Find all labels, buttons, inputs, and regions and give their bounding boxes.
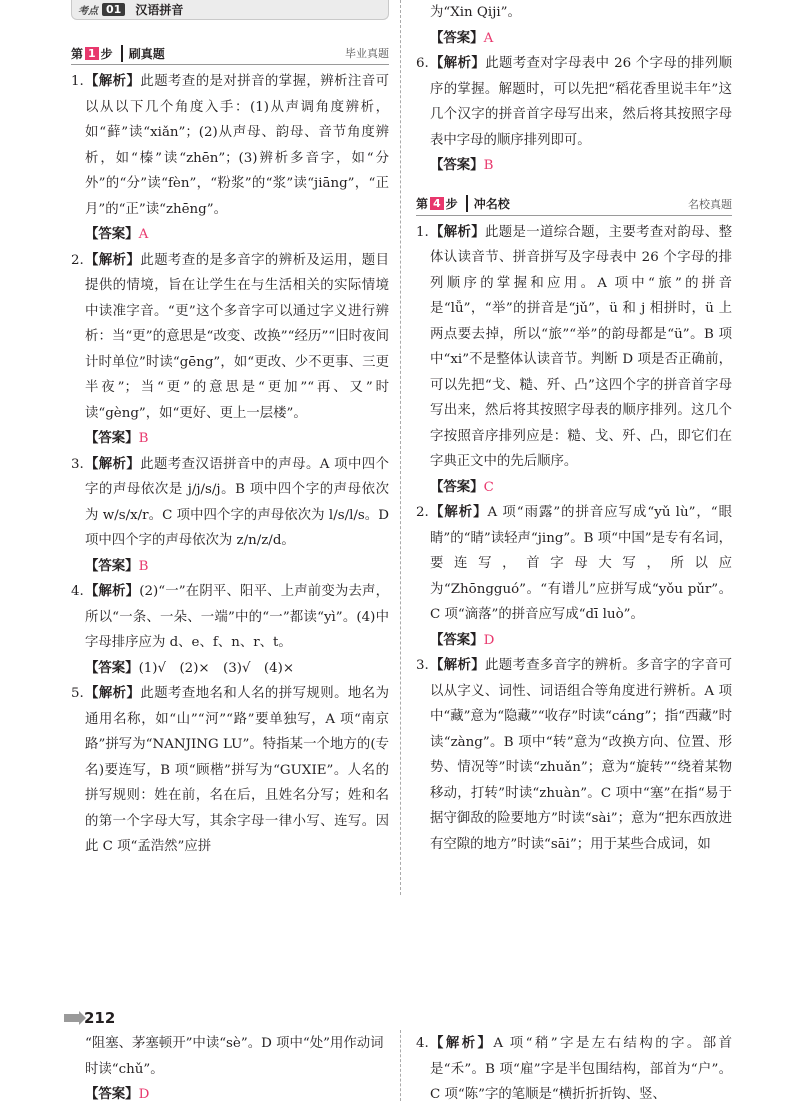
step-suffix: 步 [445, 197, 458, 211]
step-suffix: 步 [100, 46, 113, 61]
answer-label: 【答案】 [430, 158, 484, 173]
analysis-text: 此题是一道综合题，主要考查对韵母、整体认读音节、拼音拼写及字母表中 26 个字母的排列顺序的掌握和应用。A 项中“旅”的拼音是“lǚ”，“举”的拼音是“jǔ”，ü 和 j 相拼时，ü 上两点要去掉，所以“旅”“举”的韵母都是“ü”。B 项中“xi”不是整体认读音节。判断 D 项是否正确前，可以先把“戈、糙、歼、凸”这四个字的拼音首字母写出来，然后将其按照字母表的顺序排列。这几个字按照音序排列应是：糙、戈、歼、凸，即它们在字典正文中的先后顺序。 [430, 224, 733, 469]
step4-header [416, 193, 732, 216]
step-name: 刷真题 [121, 45, 165, 62]
topic-number: 01 [102, 3, 125, 16]
continued-text: “阻塞、茅塞顿开”中读“sè”。D 项中“处”用作动词时读“chǔ”。 [85, 1036, 384, 1077]
answer-value: D [138, 1087, 150, 1102]
analysis-text: 此题考查汉语拼音中的声母。A 项中四个字的声母依次是 j/j/s/j。B 项中四个字的声母依次为 w/s/x/r。C 项中四个字的声母依次为 l/s/l/s。D 项中四个字的声母依次为 z/n/z/d。 [85, 456, 389, 548]
arrow-icon [64, 1014, 80, 1022]
answer-label: 【答案】 [85, 558, 139, 574]
analysis-label: 【解析】 [85, 584, 140, 599]
answer-label: 【答案】 [85, 660, 139, 676]
question-item [416, 500, 732, 628]
answer-line [416, 26, 732, 52]
answer-label: 【答案】 [430, 30, 484, 46]
analysis-label: 【解析】 [430, 658, 485, 673]
topic-title: 汉语拼音 [135, 3, 184, 17]
answer-line [416, 628, 732, 654]
answer-value: B [138, 558, 149, 574]
page-number-text: 212 [84, 1009, 116, 1027]
analysis-text: A 项“稍”字是左右结构的字。部首是“禾”。B 项“雇”字是半包围结构，部首为“户”。C 项“陈”字的笔顺是“横折折折钩、竖、 [430, 1036, 732, 1102]
step-number: 1 [85, 47, 99, 60]
question-item [71, 452, 389, 554]
answer-label: 【答案】 [85, 1087, 139, 1102]
question-item [416, 653, 732, 857]
answer-line [416, 153, 732, 179]
question-item [71, 248, 389, 427]
answer-line [416, 475, 732, 501]
analysis-label: 【解析】 [85, 686, 141, 701]
question-item [416, 51, 732, 153]
analysis-label: 【解析】 [85, 252, 141, 268]
column-divider-bottom [400, 1030, 401, 1101]
answer-value: D [483, 632, 495, 648]
item-number: 1. [416, 224, 429, 240]
answer-line [71, 656, 389, 682]
analysis-text: 此题考查的是对拼音的掌握，辨析注音可以从以下几个角度入手：(1)从声调角度辨析，如“藓”读“xiǎn”；(2)从声母、韵母、音节角度辨析，如“榛”读“zhēn”；(3)辨析多音字，如“分外”的“分”读“fèn”，“粉浆”的“浆”读“jiāng”，“正月”的“正”读“zhēng”。 [85, 74, 390, 217]
analysis-label: 【解析】 [430, 56, 486, 71]
answer-value: C [483, 479, 494, 495]
step-name: 冲名校 [466, 195, 510, 212]
kaodian-label: 考点 [78, 6, 98, 17]
answer-value: (1)√ (2)× (3)√ (4)× [138, 660, 295, 676]
answer-value: A [138, 227, 149, 242]
analysis-label: 【解析】 [430, 505, 488, 520]
analysis-text: 此题考查多音字的辨析。多音字的字音可以从字义、词性、词语组合等角度进行辨析。A 项中“藏”意为“隐藏”“收存”时读“cáng”；指“西藏”时读“zàng”。B 项中“转”意为“改换方向、位置、形势、情况等”时读“zhuǎn”；意为“旋转”“绕着某物移动，打转”时读“zhuàn”。C 项中“塞”在指“易于据守御敌的险要地方”时读“sài”；意为“把东西放进有空隙的地方”时读“sāi”；用于某些合成词，如 [430, 658, 733, 852]
analysis-text: 此题考查地名和人名的拼写规则。地名为通用名称，如“山”“河”“路”要单独写，A 项“南京路”拼写为“NANJING LU”。特指某一个地方的(专名)要连写，B 项“顾楷”拼写为“GUXIE”。人名的拼写规则：姓在前，名在后，且姓名分写；姓和名的第一个字母大写，其余字母一律小写、连写。因此 C 项“孟浩然”应拼 [85, 686, 390, 854]
question-item [416, 220, 732, 475]
answer-label: 【答案】 [430, 632, 484, 648]
answer-value: B [483, 158, 494, 173]
analysis-label: 【解析】 [85, 74, 141, 89]
analysis-label: 【解析】 [430, 224, 485, 240]
item-number: 2. [416, 505, 429, 520]
item-number: 6. [416, 56, 429, 71]
answer-line [71, 554, 389, 580]
analysis-text: 此题考查的是多音字的辨析及运用，题目提供的情境，旨在让学生在与生活相关的实际情境中读准字音。“更”这个多音字可以通过字义进行辨析：当“更”的意思是“改变、改换”“经历”“旧时夜间计时单位”时读“gēng”，如“更改、少不更事、三更半夜”；当“更”的意思是“更加”“再、又”时读“gèng”，如“更好、更上一层楼”。 [85, 252, 390, 421]
analysis-text: A 项“雨露”的拼音应写成“yǔ lù”，“眼睛”的“睛”读轻声“jing”。B 项“中国”是专有名词，要连写，首字母大写，所以应为“Zhōngguó”。“有谱儿”应拼写成“yǒu pǔr”。C 项“滴落”的拼音应写成“dī luò”。 [430, 505, 733, 622]
item-number: 2. [71, 252, 84, 268]
right-column [416, 0, 732, 857]
step-tag: 名校真题 [688, 197, 732, 211]
column-divider [400, 0, 401, 895]
continued-text: 为“Xin Qiji”。 [430, 5, 521, 20]
item-number: 3. [416, 658, 429, 673]
bottom-left-column [71, 1031, 389, 1108]
answer-line [71, 222, 389, 248]
page-number [64, 1009, 115, 1027]
analysis-label: 【解析】 [85, 456, 141, 472]
left-column [71, 0, 389, 860]
step-number: 4 [430, 197, 444, 210]
item-number: 5. [71, 686, 84, 701]
question-item [71, 681, 389, 860]
step-tag: 毕业真题 [345, 47, 389, 60]
item-number: 3. [71, 456, 84, 472]
bottom-right-column [416, 1031, 732, 1108]
answer-line [71, 426, 389, 452]
answer-line [71, 1082, 389, 1108]
answer-label: 【答案】 [85, 227, 139, 242]
answer-label: 【答案】 [85, 431, 139, 446]
item-number: 4. [71, 584, 84, 599]
question-item [71, 69, 389, 222]
question-item [71, 579, 389, 656]
step1-header [71, 42, 389, 65]
answer-value: B [138, 431, 149, 446]
answer-label: 【答案】 [430, 479, 484, 495]
answer-value: A [483, 30, 494, 46]
analysis-text: 此题考查对字母表中 26 个字母的排列顺序的掌握。解题时，可以先把“稻花香里说丰年”这几个汉字的拼音首字母写出来，然后将其按照字母表中字母的顺序排列即可。 [430, 56, 733, 148]
question-item [416, 1031, 732, 1108]
analysis-text: (2)“一”在阴平、阳平、上声前变为去声，所以“一条、一朵、一端”中的“一”都读“yì”。(4)中字母排序应为 d、e、f、n、r、t。 [85, 584, 389, 650]
item-number: 1. [71, 74, 84, 89]
topic-banner [71, 0, 389, 20]
step-prefix: 第 [71, 46, 84, 61]
step-prefix: 第 [416, 197, 429, 211]
item-number: 4. [416, 1036, 429, 1051]
analysis-label: 【解析】 [430, 1036, 494, 1051]
